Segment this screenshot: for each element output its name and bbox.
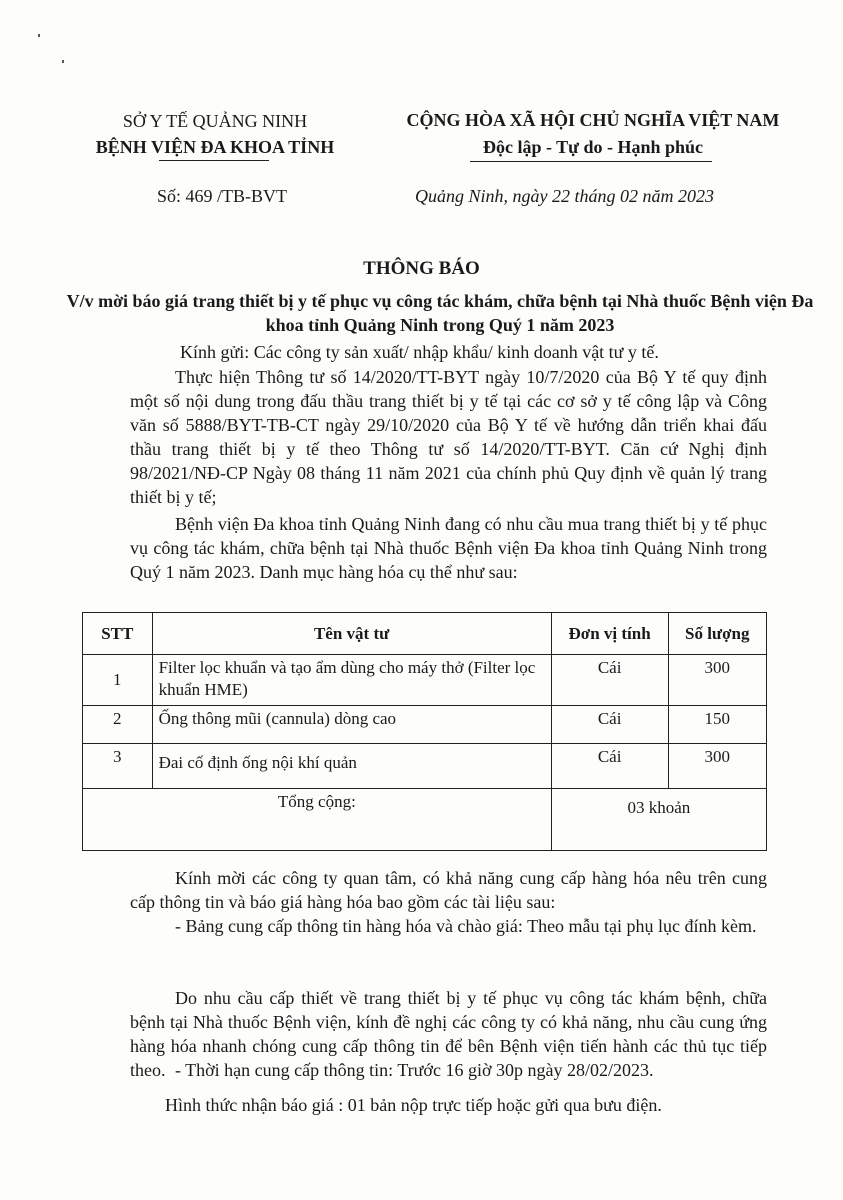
row-unit: Cái [551, 655, 668, 706]
col-header-qty: Số lượng [668, 613, 767, 655]
row-qty: 300 [668, 655, 767, 706]
nation-name: CỘNG HÒA XÃ HỘI CHỦ NGHĨA VIỆT NAM [406, 110, 780, 130]
national-heading [378, 107, 808, 161]
row-qty: 150 [668, 706, 767, 744]
row-qty: 300 [668, 744, 767, 789]
submission-line: Hình thức nhận báo giá : 01 bản nộp trực tiếp hoặc gửi qua bưu điện. [165, 1095, 662, 1115]
row-name: Đai cố định ống nội khí quản [152, 744, 551, 789]
row-stt: 1 [83, 655, 153, 706]
row-name: Ống thông mũi (cannula) dòng cao [152, 706, 551, 744]
issuing-organization [60, 108, 370, 160]
invite-paragraph: Kính mời các công ty quan tâm, có khả năng cung cấp hàng hóa nêu trên cung cấp thông tin và báo giá hàng hóa bao gồm các tài liệu sau: [130, 868, 767, 912]
col-header-unit: Đơn vị tính [551, 613, 668, 655]
motto: Độc lập - Tự do - Hạnh phúc [482, 137, 704, 157]
intro-paragraph: Thực hiện Thông tư số 14/2020/TT-BYT ngày 10/7/2020 của Bộ Y tế quy định một số nội dung trong đấu thầu trang thiết bị y tế tại các cơ sở y tế công lập và Công văn số 5888/BYT-TB-CT ngày 29/10/2020 của Bộ Y tế về hướng dẫn triển khai đấu thầu trang thiết bị y tế theo Thông tư số 14/2020/TT-BYT. Căn cứ Nghị định 98/2021/NĐ-CP Ngày 08 tháng 11 năm 2021 của chính phủ Quy định về quản lý trang thiết bị y tế; [130, 367, 767, 507]
row-stt: 3 [83, 744, 153, 789]
org-underline [159, 160, 269, 161]
document-subject: V/v mời báo giá trang thiết bị y tế phục vụ công tác khám, chữa bệnh tại Nhà thuốc Bệnh viện Đa khoa tỉnh Quảng Ninh trong Quý 1 năm 2023 [66, 291, 814, 335]
requirement-item: - Bảng cung cấp thông tin hàng hóa và chào giá: Theo mẫu tại phụ lục đính kèm. [175, 916, 757, 936]
col-header-stt: STT [83, 613, 153, 655]
row-stt: 2 [83, 706, 153, 744]
need-paragraph: Bệnh viện Đa khoa tỉnh Quảng Ninh đang có nhu cầu mua trang thiết bị y tế phục vụ công tác khám, chữa bệnh tại Nhà thuốc Bệnh viện Đa khoa tỉnh Quảng Ninh trong Quý 1 năm 2023. Danh mục hàng hóa cụ thể như sau: [130, 514, 767, 582]
total-label: Tổng cộng: [83, 789, 552, 851]
urgent-paragraph: Do nhu cầu cấp thiết về trang thiết bị y tế phục vụ công tác khám bệnh, chữa bệnh tại Nhà thuốc Bệnh viện, kính đề nghị các công ty có khả năng, nhu cầu cung ứng hàng hóa nhanh chóng cung cấp thông tin để bên Bệnh viện tiến hành các thủ tục tiếp theo. [130, 988, 767, 1080]
recipient: Kính gửi: Các công ty sản xuất/ nhập khẩu/ kinh doanh vật tư y tế. [180, 342, 659, 362]
row-unit: Cái [551, 706, 668, 744]
scan-speck [38, 34, 40, 37]
total-value: 03 khoản [551, 789, 766, 851]
org-name: BỆNH VIỆN ĐA KHOA TỈNH [95, 137, 335, 157]
table-total-row [83, 789, 767, 851]
scan-speck [62, 60, 64, 63]
org-parent: SỞ Y TẾ QUẢNG NINH [122, 111, 308, 131]
deadline-line: - Thời hạn cung cấp thông tin: Trước 16 giờ 30p ngày 28/02/2023. [175, 1060, 654, 1080]
document-title: THÔNG BÁO [363, 258, 480, 279]
row-unit: Cái [551, 744, 668, 789]
date-line: Quảng Ninh, ngày 22 tháng 02 năm 2023 [415, 186, 714, 206]
document-number: Số: 469 /TB-BVT [157, 186, 288, 206]
table-row [83, 744, 767, 789]
table-header-row [83, 613, 767, 655]
table-row [83, 706, 767, 744]
items-table [82, 612, 767, 851]
table-row [83, 655, 767, 706]
motto-underline [470, 161, 712, 162]
col-header-name: Tên vật tư [152, 613, 551, 655]
row-name: Filter lọc khuẩn và tạo ẩm dùng cho máy thở (Filter lọc khuẩn HME) [152, 655, 551, 706]
